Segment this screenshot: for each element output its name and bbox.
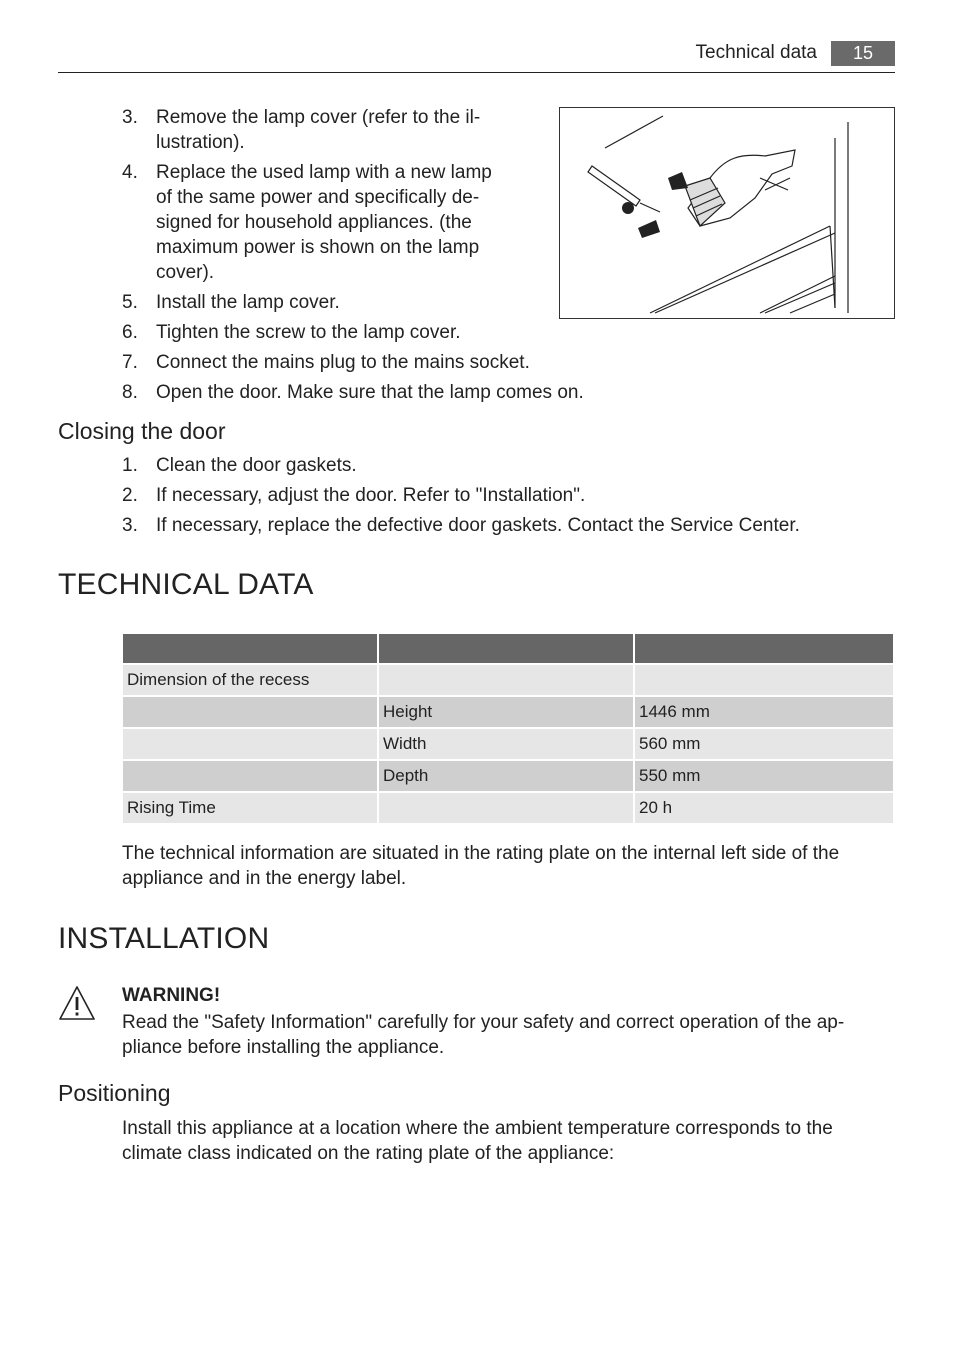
- lamp-cover-illustration: [559, 107, 895, 319]
- table-row: [123, 665, 893, 695]
- technical-note-line: appliance and in the energy label.: [122, 868, 407, 889]
- table-cell: [123, 729, 377, 759]
- table-row: [123, 793, 893, 823]
- warning-title: WARNING!: [122, 985, 221, 1006]
- running-header: [58, 40, 895, 73]
- installation-heading: INSTALLATION: [58, 922, 270, 955]
- section-title: Technical data: [695, 42, 817, 63]
- table-cell: [379, 665, 633, 695]
- warning-text-line: Read the "Safety Information" carefully for your safety and correct operation of the ap-: [122, 1012, 845, 1033]
- table-cell: [123, 697, 377, 727]
- table-row: [123, 697, 893, 727]
- table-cell: Dimension of the recess: [123, 665, 377, 695]
- table-cell: Height: [379, 697, 633, 727]
- table-cell: 550 mm: [635, 761, 893, 791]
- lamp-illustration-drawing: [560, 108, 894, 318]
- warning-triangle-icon: [58, 985, 96, 1021]
- table-header-cell: [123, 634, 377, 663]
- table-cell: Depth: [379, 761, 633, 791]
- table-cell: [123, 761, 377, 791]
- table-cell: Width: [379, 729, 633, 759]
- table-cell: Rising Time: [123, 793, 377, 823]
- table-row: [123, 761, 893, 791]
- table-header-cell: [635, 634, 893, 663]
- table-header-row: [123, 634, 893, 663]
- table-cell: 1446 mm: [635, 697, 893, 727]
- technical-data-heading: TECHNICAL DATA: [58, 568, 314, 601]
- technical-data-table: [121, 632, 895, 825]
- table-cell: 560 mm: [635, 729, 893, 759]
- table-cell: [379, 793, 633, 823]
- warning-text-line: pliance before installing the appliance.: [122, 1037, 445, 1058]
- table-row: [123, 729, 893, 759]
- table-cell: 20 h: [635, 793, 893, 823]
- positioning-text-line: climate class indicated on the rating plate of the appliance:: [122, 1143, 615, 1164]
- closing-door-heading: Closing the door: [58, 418, 226, 444]
- page-number: 15: [831, 41, 895, 66]
- technical-note-line: The technical information are situated in the rating plate on the internal left side of the: [122, 843, 840, 864]
- table-cell: [635, 665, 893, 695]
- positioning-heading: Positioning: [58, 1080, 171, 1106]
- positioning-text-line: Install this appliance at a location where the ambient temperature corresponds to the: [122, 1118, 833, 1139]
- table-header-cell: [379, 634, 633, 663]
